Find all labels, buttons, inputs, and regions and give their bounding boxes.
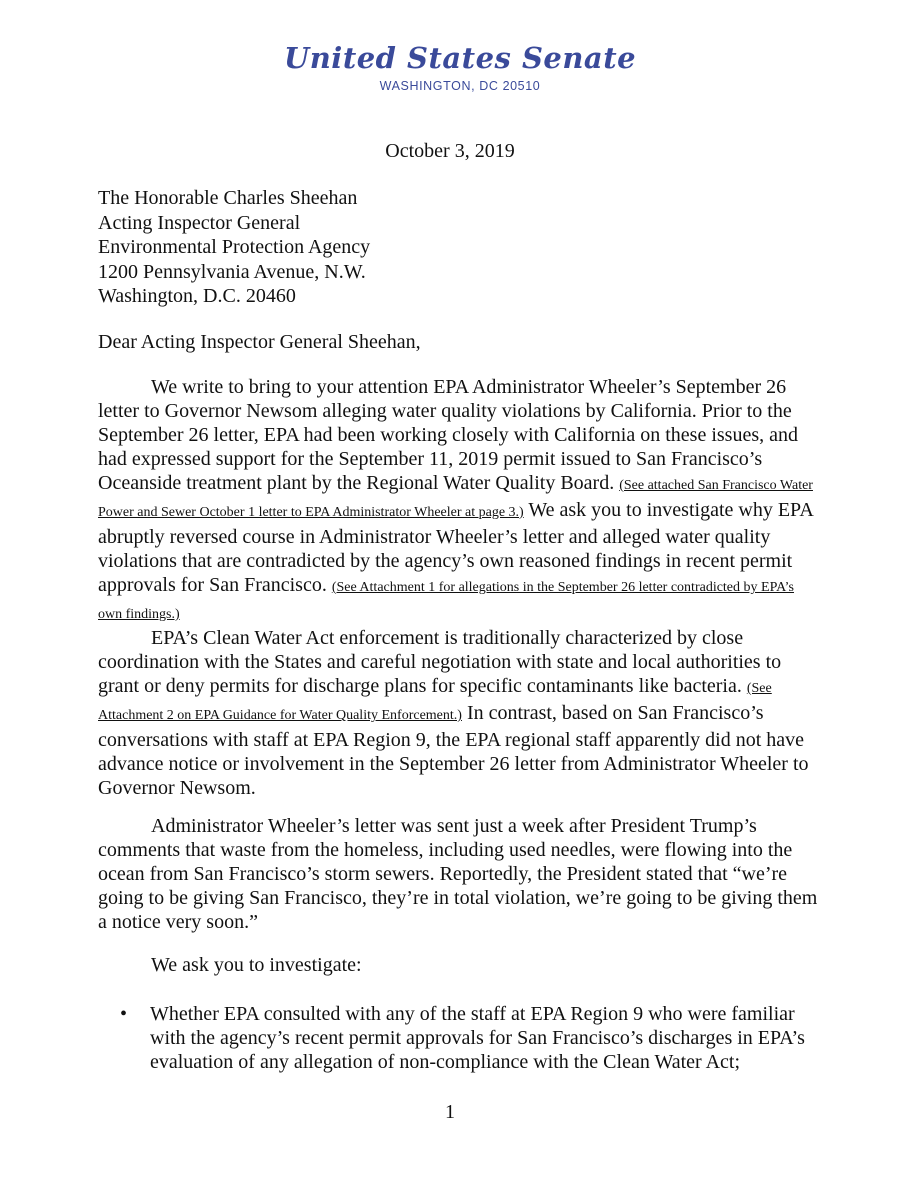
- page-number: 1: [445, 1101, 455, 1123]
- paragraph-3-text: Administrator Wheeler’s letter was sent just a week after President Trump’s comments that waste from the homeless, including used needles, were flowing into the ocean from San Francisco’s storm sewers. Reportedly, the President stated that “we’re going to be giving San Francisco, they’re in total violation, we’re going to be giving them a notice very soon.”: [98, 815, 818, 933]
- recipient-city: Washington, D.C. 20460: [98, 285, 296, 307]
- paragraph-1-reference-link-b: (See Attachment 1 for allegations in the September 26 letter contradicted by EPA’s own findings.): [98, 580, 794, 622]
- letter-date: October 3, 2019: [385, 140, 515, 162]
- ask-intro: We ask you to investigate:: [151, 954, 362, 976]
- body-paragraph-2: [98, 626, 818, 800]
- senate-location: WASHINGTON, DC 20510: [379, 79, 541, 93]
- letterhead: [0, 40, 920, 94]
- bullet-text: Whether EPA consulted with any of the staff at EPA Region 9 who were familiar with the agency’s recent permit approvals for San Francisco’s discharges in EPA’s evaluation of any allegation of non-compliance with the Clean Water Act;: [150, 1003, 805, 1073]
- paragraph-2-text-b: In contrast, based on San Francisco’s conversations with staff at EPA Region 9, the EPA regional staff apparently did not have advance notice or involvement in the September 26 letter from Administrator Wheeler to Governor Newsom.: [98, 702, 809, 799]
- paragraph-1-reference-link-a: (See attached San Francisco Water Power and Sewer October 1 letter to EPA Administrator Wheeler at page 3.): [98, 478, 813, 520]
- salutation: Dear Acting Inspector General Sheehan,: [98, 331, 421, 353]
- bullet-icon: •: [120, 1003, 128, 1025]
- paragraph-1-text-a: We write to bring to your attention EPA Administrator Wheeler’s September 26 letter to Governor Newsom alleging water quality violations by California. Prior to the September 26 letter, EPA had been working closely with California on these issues, and had expressed support for the September 11, 2019 permit issued to San Francisco’s Oceanside treatment plant by the Regional Water Quality Board.: [98, 376, 798, 494]
- recipient-title: Acting Inspector General: [98, 211, 301, 234]
- paragraph-1-text-b: We ask you to investigate why EPA abruptly reversed course in Administrator Wheeler’s letter and alleged water quality violations that are contradicted by the agency’s own reasoned findings in recent permit approvals for San Francisco.: [98, 499, 813, 596]
- paragraph-2-text-a: EPA’s Clean Water Act enforcement is traditionally characterized by close coordination with the States and careful negotiation with state and local authorities to grant or deny permits for discharge plans for specific contaminants like bacteria.: [98, 627, 782, 697]
- body-paragraph-1: [98, 375, 818, 627]
- recipient-street: 1200 Pennsylvania Avenue, N.W.: [98, 260, 366, 283]
- paragraph-2-reference-link: (See Attachment 2 on EPA Guidance for Water Quality Enforcement.): [98, 681, 772, 723]
- recipient-agency: Environmental Protection Agency: [98, 236, 371, 258]
- senate-title: United States Senate: [283, 41, 637, 75]
- body-paragraph-3: [98, 814, 818, 934]
- recipient-address: [98, 186, 370, 309]
- recipient-name: The Honorable Charles Sheehan: [98, 187, 358, 209]
